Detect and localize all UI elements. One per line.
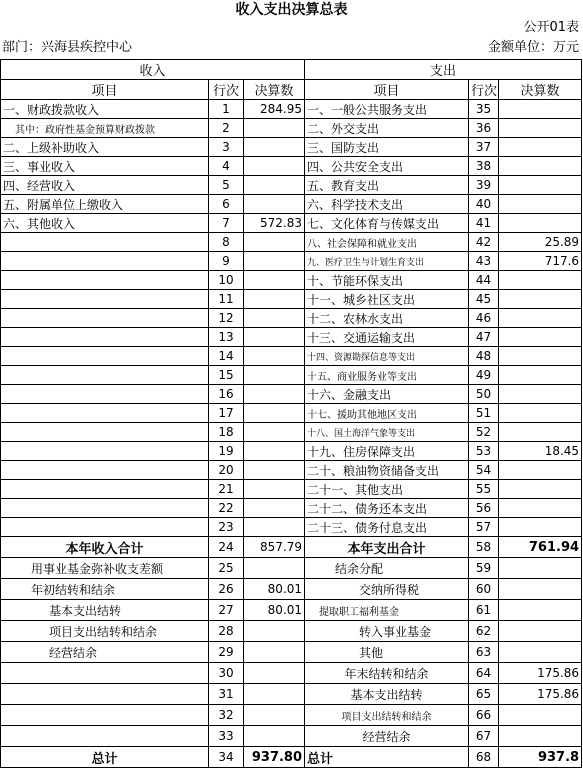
income-seq-cell: 26: [209, 579, 244, 600]
expense-item-cell: 项目支出结转和结余: [305, 705, 469, 726]
table-row: [1, 309, 582, 328]
expense-seq-cell: 62: [469, 621, 499, 642]
income-item-cell: 年初结转和结余: [1, 579, 209, 600]
income-seq-cell: 12: [209, 309, 244, 328]
expense-seq-cell: 36: [469, 119, 499, 138]
expense-seq-cell: 60: [469, 579, 499, 600]
expense-seq-cell: 57: [469, 518, 499, 537]
income-amount-cell: [244, 385, 305, 404]
income-seq-cell: 8: [209, 233, 244, 252]
income-item-cell: [1, 385, 209, 404]
amount-unit-label: 金额单位：万元: [487, 40, 579, 55]
income-item-cell: [1, 480, 209, 499]
expense-item-cell: 经营结余: [305, 726, 469, 747]
income-seq-cell: 30: [209, 663, 244, 684]
income-amount-cell: [244, 726, 305, 747]
income-item-cell: 六、其他收入: [1, 214, 209, 233]
expense-item-cell: 其他: [305, 642, 469, 663]
income-item-cell: 三、事业收入: [1, 157, 209, 176]
income-amount-cell: [244, 404, 305, 423]
expense-seq-cell: 50: [469, 385, 499, 404]
expense-item-cell: 五、教育支出: [305, 176, 469, 195]
expense-item-cell: 十四、资源勘探信息等支出: [305, 347, 469, 366]
income-item-cell: [1, 347, 209, 366]
income-item-cell: [1, 366, 209, 385]
report-title: 收入支出决算总表: [235, 2, 348, 18]
income-seq-cell: 28: [209, 621, 244, 642]
table-row: [1, 271, 582, 290]
expense-seq-cell: 43: [469, 252, 499, 271]
income-expense-table: [0, 59, 582, 768]
income-item-cell: 本年收入合计: [1, 537, 209, 558]
expense-item-cell: 二十二、债务还本支出: [305, 499, 469, 518]
income-amount-cell: [244, 157, 305, 176]
expense-seq-header: 行次: [469, 80, 499, 100]
income-amount-cell: 937.80: [244, 747, 305, 768]
income-amount-cell: [244, 290, 305, 309]
income-amount-cell: [244, 138, 305, 157]
income-amount-cell: [244, 480, 305, 499]
table-row: [1, 684, 582, 705]
expense-amount-cell: [499, 157, 582, 176]
expense-seq-cell: 59: [469, 558, 499, 579]
expense-seq-cell: 47: [469, 328, 499, 347]
expense-seq-cell: 45: [469, 290, 499, 309]
expense-item-cell: 年末结转和结余: [305, 663, 469, 684]
expense-seq-cell: 66: [469, 705, 499, 726]
expense-item-cell: 一、一般公共服务支出: [305, 100, 469, 119]
income-seq-cell: 11: [209, 290, 244, 309]
income-seq-cell: 1: [209, 100, 244, 119]
income-amount-cell: [244, 195, 305, 214]
income-amount-cell: [244, 518, 305, 537]
expense-amount-cell: [499, 138, 582, 157]
expense-amount-cell: [499, 579, 582, 600]
income-amount-cell: [244, 347, 305, 366]
expense-amount-cell: [499, 404, 582, 423]
table-row: [1, 518, 582, 537]
expense-seq-cell: 55: [469, 480, 499, 499]
income-seq-cell: 22: [209, 499, 244, 518]
income-item-cell: [1, 233, 209, 252]
income-item-cell: 四、经营收入: [1, 176, 209, 195]
income-amount-cell: 572.83: [244, 214, 305, 233]
expense-seq-cell: 58: [469, 537, 499, 558]
expense-amount-cell: [499, 621, 582, 642]
table-row: [1, 600, 582, 621]
expense-seq-cell: 65: [469, 684, 499, 705]
income-item-cell: [1, 328, 209, 347]
table-row: [1, 385, 582, 404]
income-item-cell: 项目支出结转和结余: [1, 621, 209, 642]
table-row: [1, 726, 582, 747]
expense-item-cell: 十一、城乡社区支出: [305, 290, 469, 309]
income-amount-header: 决算数: [244, 80, 305, 100]
expense-item-cell: 八、社会保障和就业支出: [305, 233, 469, 252]
income-seq-cell: 14: [209, 347, 244, 366]
expense-amount-cell: [499, 480, 582, 499]
income-amount-cell: 80.01: [244, 579, 305, 600]
income-item-cell: [1, 252, 209, 271]
expense-item-cell: 十二、农林水支出: [305, 309, 469, 328]
expense-item-cell: 结余分配: [305, 558, 469, 579]
expense-seq-cell: 42: [469, 233, 499, 252]
expense-seq-cell: 37: [469, 138, 499, 157]
income-amount-cell: [244, 309, 305, 328]
expense-item-cell: 十三、交通运输支出: [305, 328, 469, 347]
expense-amount-header: 决算数: [499, 80, 582, 100]
expense-seq-cell: 48: [469, 347, 499, 366]
income-seq-cell: 3: [209, 138, 244, 157]
expense-amount-cell: [499, 499, 582, 518]
table-row: [1, 347, 582, 366]
table-row: [1, 747, 582, 768]
expense-item-cell: 转入事业基金: [305, 621, 469, 642]
income-seq-cell: 16: [209, 385, 244, 404]
expense-item-cell: 交纳所得税: [305, 579, 469, 600]
income-amount-cell: [244, 642, 305, 663]
table-row: [1, 404, 582, 423]
table-row: [1, 366, 582, 385]
expense-seq-cell: 52: [469, 423, 499, 442]
income-item-cell: [1, 290, 209, 309]
expense-amount-cell: [499, 309, 582, 328]
expense-amount-cell: [499, 347, 582, 366]
income-amount-cell: [244, 119, 305, 138]
expense-seq-cell: 67: [469, 726, 499, 747]
expense-amount-cell: [499, 461, 582, 480]
income-seq-cell: 21: [209, 480, 244, 499]
expense-seq-cell: 40: [469, 195, 499, 214]
expense-item-cell: 十九、住房保障支出: [305, 442, 469, 461]
income-item-cell: 五、附属单位上缴收入: [1, 195, 209, 214]
income-seq-cell: 27: [209, 600, 244, 621]
expense-item-cell: 二十三、债务付息支出: [305, 518, 469, 537]
expense-item-cell: 九、医疗卫生与计划生育支出: [305, 252, 469, 271]
expense-section-header: 支出: [305, 60, 582, 80]
expense-amount-cell: 761.94: [499, 537, 582, 558]
expense-seq-cell: 51: [469, 404, 499, 423]
expense-item-cell: 十七、援助其他地区支出: [305, 404, 469, 423]
expense-item-cell: 十六、金融支出: [305, 385, 469, 404]
income-item-cell: [1, 499, 209, 518]
income-item-cell: [1, 309, 209, 328]
income-seq-cell: 33: [209, 726, 244, 747]
expense-amount-cell: [499, 176, 582, 195]
table-row: [1, 233, 582, 252]
income-amount-cell: 857.79: [244, 537, 305, 558]
expense-seq-cell: 54: [469, 461, 499, 480]
expense-item-cell: 总计: [305, 747, 469, 768]
table-row: [1, 214, 582, 233]
table-row: [1, 252, 582, 271]
expense-seq-cell: 64: [469, 663, 499, 684]
income-amount-cell: [244, 663, 305, 684]
income-amount-cell: [244, 684, 305, 705]
expense-amount-cell: [499, 642, 582, 663]
income-item-cell: [1, 404, 209, 423]
expense-item-cell: 基本支出结转: [305, 684, 469, 705]
expense-seq-cell: 49: [469, 366, 499, 385]
income-amount-cell: [244, 176, 305, 195]
expense-item-cell: 十、节能环保支出: [305, 271, 469, 290]
income-amount-cell: 80.01: [244, 600, 305, 621]
expense-amount-cell: 717.6: [499, 252, 582, 271]
income-item-cell: 基本支出结转: [1, 600, 209, 621]
expense-seq-cell: 68: [469, 747, 499, 768]
expense-item-cell: 二十一、其他支出: [305, 480, 469, 499]
income-amount-cell: [244, 328, 305, 347]
table-row: [1, 621, 582, 642]
expense-amount-cell: 937.8: [499, 747, 582, 768]
income-amount-cell: [244, 558, 305, 579]
expense-seq-cell: 53: [469, 442, 499, 461]
expense-seq-cell: 44: [469, 271, 499, 290]
income-amount-cell: [244, 461, 305, 480]
income-amount-cell: [244, 271, 305, 290]
expense-seq-cell: 46: [469, 309, 499, 328]
expense-amount-cell: [499, 271, 582, 290]
expense-item-cell: 七、文化体育与传媒支出: [305, 214, 469, 233]
income-amount-cell: [244, 366, 305, 385]
income-amount-cell: [244, 423, 305, 442]
income-seq-cell: 15: [209, 366, 244, 385]
table-row: [1, 423, 582, 442]
expense-amount-cell: [499, 518, 582, 537]
expense-amount-cell: [499, 423, 582, 442]
table-row: [1, 461, 582, 480]
expense-item-header: 项目: [305, 80, 469, 100]
expense-item-cell: 十五、商业服务业等支出: [305, 366, 469, 385]
expense-amount-cell: 175.86: [499, 663, 582, 684]
income-seq-cell: 4: [209, 157, 244, 176]
expense-amount-cell: [499, 558, 582, 579]
income-seq-cell: 18: [209, 423, 244, 442]
expense-item-cell: 提取职工福利基金: [305, 600, 469, 621]
expense-item-cell: 四、公共安全支出: [305, 157, 469, 176]
income-item-cell: [1, 684, 209, 705]
expense-seq-cell: 39: [469, 176, 499, 195]
expense-amount-cell: 25.89: [499, 233, 582, 252]
expense-seq-cell: 63: [469, 642, 499, 663]
expense-seq-cell: 41: [469, 214, 499, 233]
expense-amount-cell: [499, 600, 582, 621]
income-seq-cell: 13: [209, 328, 244, 347]
table-row: [1, 119, 582, 138]
expense-amount-cell: [499, 726, 582, 747]
table-row: [1, 480, 582, 499]
income-seq-cell: 29: [209, 642, 244, 663]
expense-item-cell: 二、外交支出: [305, 119, 469, 138]
expense-amount-cell: 175.86: [499, 684, 582, 705]
table-row: [1, 642, 582, 663]
income-item-cell: 一、财政拨款收入: [1, 100, 209, 119]
income-item-cell: [1, 461, 209, 480]
expense-amount-cell: 18.45: [499, 442, 582, 461]
income-item-cell: [1, 705, 209, 726]
income-seq-cell: 10: [209, 271, 244, 290]
expense-item-cell: 六、科学技术支出: [305, 195, 469, 214]
table-row: [1, 537, 582, 558]
income-item-cell: 经营结余: [1, 642, 209, 663]
table-row: [1, 138, 582, 157]
expense-seq-cell: 35: [469, 100, 499, 119]
income-seq-cell: 24: [209, 537, 244, 558]
table-row: [1, 663, 582, 684]
expense-amount-cell: [499, 366, 582, 385]
table-row: [1, 579, 582, 600]
income-amount-cell: [244, 442, 305, 461]
income-item-cell: [1, 423, 209, 442]
income-amount-cell: [244, 621, 305, 642]
income-seq-cell: 2: [209, 119, 244, 138]
income-seq-cell: 23: [209, 518, 244, 537]
form-number: 公开01表: [523, 20, 579, 35]
income-item-cell: 总计: [1, 747, 209, 768]
table-row: [1, 705, 582, 726]
income-item-cell: [1, 442, 209, 461]
income-seq-cell: 5: [209, 176, 244, 195]
income-item-cell: 其中：政府性基金预算财政拨款: [1, 119, 209, 138]
table-row: [1, 442, 582, 461]
table-row: [1, 558, 582, 579]
income-seq-cell: 34: [209, 747, 244, 768]
income-seq-cell: 9: [209, 252, 244, 271]
income-amount-cell: [244, 233, 305, 252]
income-item-cell: 用事业基金弥补收支差额: [1, 558, 209, 579]
table-row: [1, 176, 582, 195]
income-amount-cell: [244, 705, 305, 726]
expense-seq-cell: 38: [469, 157, 499, 176]
income-item-cell: [1, 726, 209, 747]
table-row: [1, 328, 582, 347]
income-item-cell: 二、上级补助收入: [1, 138, 209, 157]
income-seq-cell: 32: [209, 705, 244, 726]
income-amount-cell: 284.95: [244, 100, 305, 119]
income-seq-cell: 7: [209, 214, 244, 233]
expense-seq-cell: 56: [469, 499, 499, 518]
expense-amount-cell: [499, 385, 582, 404]
expense-item-cell: 二十、粮油物资储备支出: [305, 461, 469, 480]
table-row: [1, 290, 582, 309]
income-item-cell: [1, 518, 209, 537]
expense-amount-cell: [499, 705, 582, 726]
income-seq-cell: 6: [209, 195, 244, 214]
income-item-cell: [1, 663, 209, 684]
expense-amount-cell: [499, 195, 582, 214]
income-section-header: 收入: [1, 60, 305, 80]
table-row: [1, 100, 582, 119]
income-seq-cell: 25: [209, 558, 244, 579]
expense-item-cell: 十八、国土海洋气象等支出: [305, 423, 469, 442]
income-seq-cell: 19: [209, 442, 244, 461]
department-label: 部门：兴海县疾控中心: [2, 40, 133, 55]
income-seq-header: 行次: [209, 80, 244, 100]
income-item-header: 项目: [1, 80, 209, 100]
expense-amount-cell: [499, 214, 582, 233]
expense-amount-cell: [499, 119, 582, 138]
expense-amount-cell: [499, 290, 582, 309]
income-amount-cell: [244, 499, 305, 518]
income-seq-cell: 17: [209, 404, 244, 423]
expense-item-cell: 三、国防支出: [305, 138, 469, 157]
table-row: [1, 157, 582, 176]
expense-amount-cell: [499, 100, 582, 119]
income-seq-cell: 20: [209, 461, 244, 480]
expense-item-cell: 本年支出合计: [305, 537, 469, 558]
income-item-cell: [1, 271, 209, 290]
table-row: [1, 195, 582, 214]
table-row: [1, 499, 582, 518]
income-seq-cell: 31: [209, 684, 244, 705]
income-amount-cell: [244, 252, 305, 271]
expense-amount-cell: [499, 328, 582, 347]
expense-seq-cell: 61: [469, 600, 499, 621]
